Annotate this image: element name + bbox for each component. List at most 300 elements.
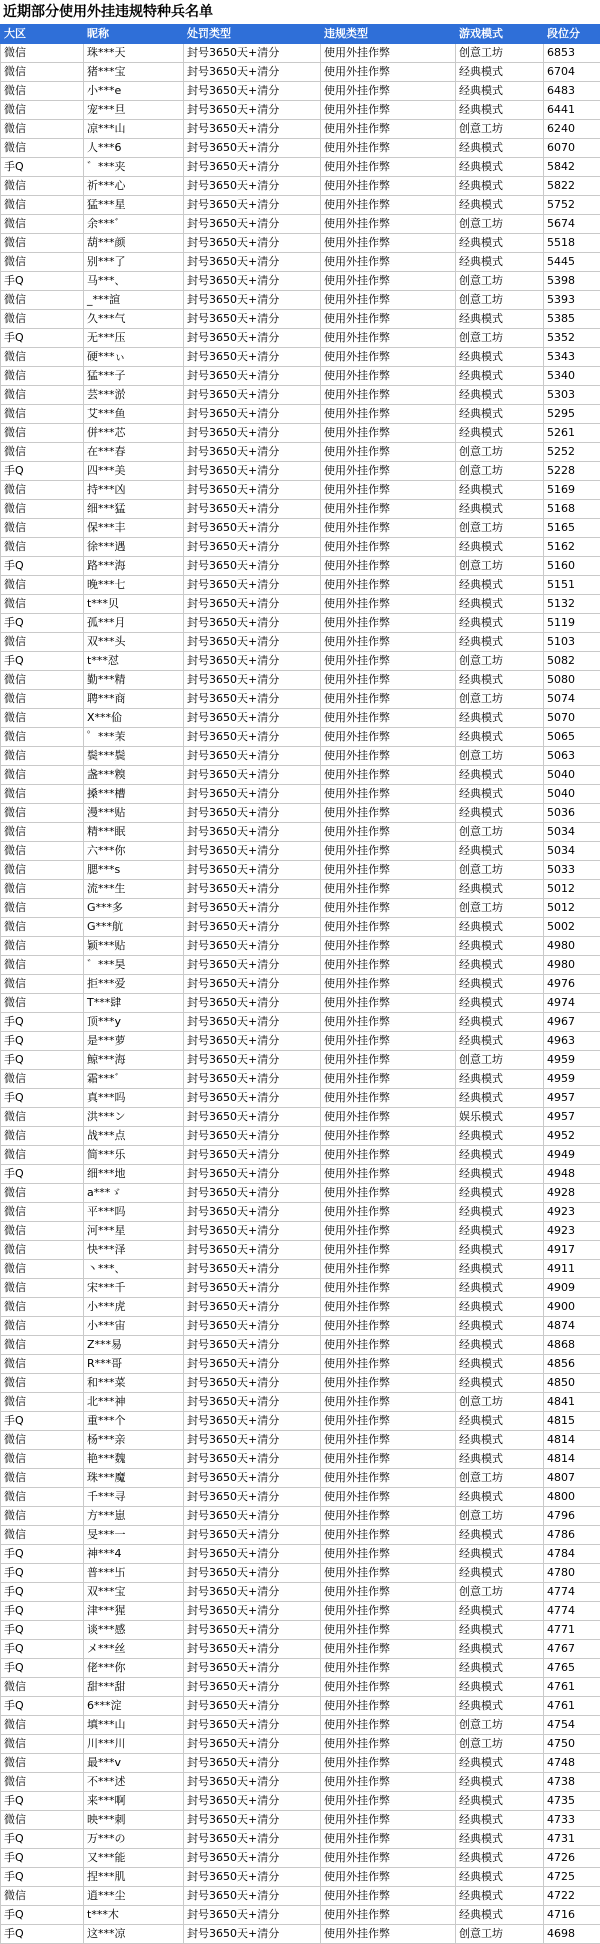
cell-nickname: t***怼: [84, 652, 184, 671]
cell-rank-score: 5040: [544, 785, 600, 804]
cell-game-mode: 创意工坊: [456, 215, 544, 234]
cell-region: 手Q: [1, 1659, 84, 1678]
cell-game-mode: 经典模式: [456, 1811, 544, 1830]
cell-penalty: 封号3650天+清分: [184, 1773, 321, 1792]
table-row: [1, 785, 600, 804]
cell-region: 微信: [1, 1279, 84, 1298]
cell-region: 手Q: [1, 1925, 84, 1944]
cell-game-mode: 经典模式: [456, 1621, 544, 1640]
cell-violation: 使用外挂作弊: [321, 1374, 456, 1393]
table-row: [1, 519, 600, 538]
cell-game-mode: 娱乐模式: [456, 1108, 544, 1127]
table-row: [1, 823, 600, 842]
table-row: [1, 1184, 600, 1203]
table-row: [1, 500, 600, 519]
cell-nickname: G***航: [84, 918, 184, 937]
table-row: [1, 1849, 600, 1868]
cell-nickname: 旻***一: [84, 1526, 184, 1545]
table-row: [1, 1507, 600, 1526]
cell-rank-score: 4952: [544, 1127, 600, 1146]
table-row: [1, 443, 600, 462]
cell-violation: 使用外挂作弊: [321, 1108, 456, 1127]
cell-violation: 使用外挂作弊: [321, 652, 456, 671]
table-row: [1, 1868, 600, 1887]
cell-game-mode: 经典模式: [456, 937, 544, 956]
cell-region: 手Q: [1, 329, 84, 348]
cell-rank-score: 5002: [544, 918, 600, 937]
cell-nickname: 宠***旦: [84, 101, 184, 120]
cell-region: 微信: [1, 1260, 84, 1279]
cell-penalty: 封号3650天+清分: [184, 956, 321, 975]
cell-region: 微信: [1, 424, 84, 443]
cell-game-mode: 经典模式: [456, 1070, 544, 1089]
cell-violation: 使用外挂作弊: [321, 1412, 456, 1431]
table-row: [1, 899, 600, 918]
cell-rank-score: 4733: [544, 1811, 600, 1830]
cell-nickname: 真***吗: [84, 1089, 184, 1108]
cell-game-mode: 经典模式: [456, 405, 544, 424]
cell-nickname: 佬***你: [84, 1659, 184, 1678]
cell-region: 微信: [1, 671, 84, 690]
cell-violation: 使用外挂作弊: [321, 1222, 456, 1241]
cell-game-mode: 经典模式: [456, 234, 544, 253]
table-row: [1, 348, 600, 367]
cell-game-mode: 创意工坊: [456, 899, 544, 918]
cell-region: 微信: [1, 1241, 84, 1260]
cell-rank-score: 5063: [544, 747, 600, 766]
table-row: [1, 804, 600, 823]
cell-rank-score: 4957: [544, 1089, 600, 1108]
cell-rank-score: 4909: [544, 1279, 600, 1298]
cell-rank-score: 5065: [544, 728, 600, 747]
cell-violation: 使用外挂作弊: [321, 1336, 456, 1355]
cell-violation: 使用外挂作弊: [321, 671, 456, 690]
cell-region: 微信: [1, 1222, 84, 1241]
cell-rank-score: 4948: [544, 1165, 600, 1184]
cell-nickname: 四***美: [84, 462, 184, 481]
cell-game-mode: 经典模式: [456, 196, 544, 215]
cell-game-mode: 创意工坊: [456, 291, 544, 310]
cell-rank-score: 4800: [544, 1488, 600, 1507]
table-row: [1, 462, 600, 481]
cell-penalty: 封号3650天+清分: [184, 310, 321, 329]
cell-rank-score: 4765: [544, 1659, 600, 1678]
cell-violation: 使用外挂作弊: [321, 1716, 456, 1735]
cell-violation: 使用外挂作弊: [321, 310, 456, 329]
cell-nickname: 猛***星: [84, 196, 184, 215]
cell-violation: 使用外挂作弊: [321, 1773, 456, 1792]
cell-region: 微信: [1, 766, 84, 785]
cell-violation: 使用外挂作弊: [321, 1184, 456, 1203]
cell-rank-score: 4748: [544, 1754, 600, 1773]
table-row: [1, 1089, 600, 1108]
cell-penalty: 封号3650天+清分: [184, 1374, 321, 1393]
cell-nickname: 祈***心: [84, 177, 184, 196]
cell-violation: 使用外挂作弊: [321, 823, 456, 842]
cell-penalty: 封号3650天+清分: [184, 1488, 321, 1507]
cell-game-mode: 经典模式: [456, 177, 544, 196]
cell-penalty: 封号3650天+清分: [184, 747, 321, 766]
cell-violation: 使用外挂作弊: [321, 747, 456, 766]
cell-region: 微信: [1, 1298, 84, 1317]
cell-nickname: 简***乐: [84, 1146, 184, 1165]
table-row: [1, 1298, 600, 1317]
cell-nickname: 六***你: [84, 842, 184, 861]
cell-game-mode: 经典模式: [456, 1336, 544, 1355]
cell-game-mode: 经典模式: [456, 1184, 544, 1203]
cell-nickname: 小***虎: [84, 1298, 184, 1317]
cell-nickname: Z***易: [84, 1336, 184, 1355]
cell-violation: 使用外挂作弊: [321, 1032, 456, 1051]
cell-rank-score: 4731: [544, 1830, 600, 1849]
cell-rank-score: 5352: [544, 329, 600, 348]
table-row: [1, 1431, 600, 1450]
cell-region: 微信: [1, 44, 84, 63]
cell-game-mode: 经典模式: [456, 386, 544, 405]
cell-nickname: 又***能: [84, 1849, 184, 1868]
cell-rank-score: 5012: [544, 899, 600, 918]
cell-violation: 使用外挂作弊: [321, 1678, 456, 1697]
cell-penalty: 封号3650天+清分: [184, 1051, 321, 1070]
cell-region: 微信: [1, 918, 84, 937]
cell-game-mode: 创意工坊: [456, 120, 544, 139]
cell-game-mode: 经典模式: [456, 1545, 544, 1564]
table-row: [1, 994, 600, 1013]
cell-game-mode: 经典模式: [456, 1697, 544, 1716]
cell-nickname: t***木: [84, 1906, 184, 1925]
cell-violation: 使用外挂作弊: [321, 899, 456, 918]
cell-rank-score: 6704: [544, 63, 600, 82]
cell-nickname: _***諠: [84, 291, 184, 310]
cell-nickname: 重***个: [84, 1412, 184, 1431]
table-row: [1, 158, 600, 177]
cell-penalty: 封号3650天+清分: [184, 196, 321, 215]
cell-region: 微信: [1, 785, 84, 804]
cell-violation: 使用外挂作弊: [321, 728, 456, 747]
cell-rank-score: 4754: [544, 1716, 600, 1735]
cell-penalty: 封号3650天+清分: [184, 1317, 321, 1336]
cell-nickname: 万***の: [84, 1830, 184, 1849]
cell-game-mode: 经典模式: [456, 367, 544, 386]
cell-rank-score: 5082: [544, 652, 600, 671]
cell-nickname: G***多: [84, 899, 184, 918]
cell-violation: 使用外挂作弊: [321, 690, 456, 709]
cell-violation: 使用外挂作弊: [321, 348, 456, 367]
cell-nickname: R***哥: [84, 1355, 184, 1374]
cell-penalty: 封号3650天+清分: [184, 215, 321, 234]
table-row: [1, 1146, 600, 1165]
cell-penalty: 封号3650天+清分: [184, 1184, 321, 1203]
cell-game-mode: 经典模式: [456, 139, 544, 158]
cell-game-mode: 经典模式: [456, 500, 544, 519]
cell-rank-score: 5228: [544, 462, 600, 481]
cell-rank-score: 5393: [544, 291, 600, 310]
table-row: [1, 1659, 600, 1678]
cell-violation: 使用外挂作弊: [321, 880, 456, 899]
cell-rank-score: 4767: [544, 1640, 600, 1659]
cell-region: 微信: [1, 1811, 84, 1830]
cell-penalty: 封号3650天+清分: [184, 462, 321, 481]
cell-rank-score: 4900: [544, 1298, 600, 1317]
cell-rank-score: 5040: [544, 766, 600, 785]
cell-nickname: メ***丝: [84, 1640, 184, 1659]
table-row: [1, 310, 600, 329]
cell-violation: 使用外挂作弊: [321, 1260, 456, 1279]
cell-rank-score: 6483: [544, 82, 600, 101]
cell-game-mode: 经典模式: [456, 994, 544, 1013]
table-row: [1, 1792, 600, 1811]
cell-game-mode: 经典模式: [456, 1450, 544, 1469]
cell-violation: 使用外挂作弊: [321, 842, 456, 861]
cell-violation: 使用外挂作弊: [321, 1621, 456, 1640]
cell-penalty: 封号3650天+清分: [184, 1640, 321, 1659]
cell-region: 手Q: [1, 614, 84, 633]
cell-game-mode: 经典模式: [456, 1032, 544, 1051]
cell-region: 微信: [1, 82, 84, 101]
table-row: [1, 1583, 600, 1602]
cell-game-mode: 经典模式: [456, 1013, 544, 1032]
cell-penalty: 封号3650天+清分: [184, 880, 321, 899]
cell-rank-score: 4814: [544, 1431, 600, 1450]
cell-rank-score: 5162: [544, 538, 600, 557]
cell-rank-score: 5074: [544, 690, 600, 709]
cell-region: 微信: [1, 576, 84, 595]
cell-game-mode: 经典模式: [456, 633, 544, 652]
cell-violation: 使用外挂作弊: [321, 918, 456, 937]
cell-violation: 使用外挂作弊: [321, 1165, 456, 1184]
cell-violation: 使用外挂作弊: [321, 481, 456, 500]
cell-rank-score: 5103: [544, 633, 600, 652]
cell-game-mode: 经典模式: [456, 1868, 544, 1887]
cell-rank-score: 5034: [544, 823, 600, 842]
cell-nickname: 双***宝: [84, 1583, 184, 1602]
cell-violation: 使用外挂作弊: [321, 1279, 456, 1298]
cell-violation: 使用外挂作弊: [321, 709, 456, 728]
cell-nickname: 余***゛: [84, 215, 184, 234]
cell-rank-score: 5252: [544, 443, 600, 462]
cell-game-mode: 经典模式: [456, 1526, 544, 1545]
cell-rank-score: 5445: [544, 253, 600, 272]
cell-violation: 使用外挂作弊: [321, 405, 456, 424]
cell-nickname: 填***山: [84, 1716, 184, 1735]
cell-rank-score: 4874: [544, 1317, 600, 1336]
cell-penalty: 封号3650天+清分: [184, 1222, 321, 1241]
cell-rank-score: 4786: [544, 1526, 600, 1545]
table-row: [1, 690, 600, 709]
table-row: [1, 937, 600, 956]
cell-nickname: 持***凶: [84, 481, 184, 500]
cell-penalty: 封号3650天+清分: [184, 1203, 321, 1222]
table-row: [1, 557, 600, 576]
cell-region: 手Q: [1, 1412, 84, 1431]
cell-rank-score: 4957: [544, 1108, 600, 1127]
cell-violation: 使用外挂作弊: [321, 1450, 456, 1469]
cell-region: 手Q: [1, 1868, 84, 1887]
cell-penalty: 封号3650天+清分: [184, 576, 321, 595]
cell-penalty: 封号3650天+清分: [184, 1108, 321, 1127]
cell-rank-score: 5160: [544, 557, 600, 576]
cell-nickname: 精***眠: [84, 823, 184, 842]
table-row: [1, 918, 600, 937]
cell-region: 手Q: [1, 1089, 84, 1108]
cell-violation: 使用外挂作弊: [321, 1317, 456, 1336]
cell-violation: 使用外挂作弊: [321, 1051, 456, 1070]
cell-game-mode: 经典模式: [456, 1298, 544, 1317]
cell-region: 微信: [1, 348, 84, 367]
cell-nickname: 杨***亲: [84, 1431, 184, 1450]
cell-penalty: 封号3650天+清分: [184, 1298, 321, 1317]
cell-region: 微信: [1, 253, 84, 272]
table-row: [1, 1906, 600, 1925]
cell-penalty: 封号3650天+清分: [184, 1146, 321, 1165]
cell-game-mode: 经典模式: [456, 1564, 544, 1583]
table-row: [1, 1450, 600, 1469]
cell-nickname: 猛***子: [84, 367, 184, 386]
cell-game-mode: 经典模式: [456, 1222, 544, 1241]
cell-rank-score: 5822: [544, 177, 600, 196]
cell-game-mode: 经典模式: [456, 595, 544, 614]
cell-rank-score: 4807: [544, 1469, 600, 1488]
cell-rank-score: 5036: [544, 804, 600, 823]
cell-rank-score: 5165: [544, 519, 600, 538]
cell-region: 手Q: [1, 1640, 84, 1659]
cell-game-mode: 创意工坊: [456, 1469, 544, 1488]
table-row: [1, 1165, 600, 1184]
cell-game-mode: 创意工坊: [456, 823, 544, 842]
cell-nickname: a***ゞ: [84, 1184, 184, 1203]
cell-region: 微信: [1, 899, 84, 918]
cell-violation: 使用外挂作弊: [321, 386, 456, 405]
cell-region: 手Q: [1, 1583, 84, 1602]
cell-game-mode: 经典模式: [456, 671, 544, 690]
cell-rank-score: 4980: [544, 956, 600, 975]
cell-rank-score: 6441: [544, 101, 600, 120]
column-header-penalty: 处罚类型: [184, 25, 321, 44]
cell-game-mode: 经典模式: [456, 576, 544, 595]
cell-penalty: 封号3650天+清分: [184, 1811, 321, 1830]
cell-rank-score: 4716: [544, 1906, 600, 1925]
cell-game-mode: 创意工坊: [456, 44, 544, 63]
cell-game-mode: 经典模式: [456, 1678, 544, 1697]
cell-violation: 使用外挂作弊: [321, 82, 456, 101]
cell-penalty: 封号3650天+清分: [184, 424, 321, 443]
table-row: [1, 766, 600, 785]
cell-penalty: 封号3650天+清分: [184, 1545, 321, 1564]
cell-nickname: 洪***ン: [84, 1108, 184, 1127]
cell-violation: 使用外挂作弊: [321, 462, 456, 481]
cell-region: 微信: [1, 234, 84, 253]
cell-game-mode: 经典模式: [456, 481, 544, 500]
table-row: [1, 1716, 600, 1735]
cell-region: 微信: [1, 842, 84, 861]
cell-rank-score: 5119: [544, 614, 600, 633]
cell-penalty: 封号3650天+清分: [184, 1792, 321, 1811]
cell-nickname: ゜***茉: [84, 728, 184, 747]
cell-game-mode: 创意工坊: [456, 557, 544, 576]
cell-rank-score: 5343: [544, 348, 600, 367]
cell-game-mode: 经典模式: [456, 1203, 544, 1222]
cell-penalty: 封号3650天+清分: [184, 253, 321, 272]
table-row: [1, 120, 600, 139]
cell-violation: 使用外挂作弊: [321, 633, 456, 652]
table-row: [1, 595, 600, 614]
cell-penalty: 封号3650天+清分: [184, 1659, 321, 1678]
cell-violation: 使用外挂作弊: [321, 1298, 456, 1317]
cell-nickname: 最***v: [84, 1754, 184, 1773]
cell-game-mode: 经典模式: [456, 1602, 544, 1621]
cell-game-mode: 经典模式: [456, 804, 544, 823]
cell-game-mode: 创意工坊: [456, 747, 544, 766]
cell-region: 微信: [1, 861, 84, 880]
cell-violation: 使用外挂作弊: [321, 1127, 456, 1146]
cell-violation: 使用外挂作弊: [321, 1887, 456, 1906]
cell-violation: 使用外挂作弊: [321, 538, 456, 557]
cell-rank-score: 4967: [544, 1013, 600, 1032]
cell-rank-score: 4726: [544, 1849, 600, 1868]
table-row: [1, 234, 600, 253]
cell-rank-score: 4868: [544, 1336, 600, 1355]
cell-penalty: 封号3650天+清分: [184, 1393, 321, 1412]
table-row: [1, 1678, 600, 1697]
cell-penalty: 封号3650天+清分: [184, 177, 321, 196]
cell-penalty: 封号3650天+清分: [184, 1431, 321, 1450]
cell-nickname: 普***卐: [84, 1564, 184, 1583]
table-header-row: [1, 25, 600, 44]
cell-violation: 使用外挂作弊: [321, 1469, 456, 1488]
table-row: [1, 1203, 600, 1222]
cell-rank-score: 4780: [544, 1564, 600, 1583]
cell-game-mode: 经典模式: [456, 1773, 544, 1792]
cell-rank-score: 4980: [544, 937, 600, 956]
cell-penalty: 封号3650天+清分: [184, 1070, 321, 1089]
cell-violation: 使用外挂作弊: [321, 956, 456, 975]
cell-penalty: 封号3650天+清分: [184, 367, 321, 386]
cell-region: 微信: [1, 804, 84, 823]
cell-nickname: 併***芯: [84, 424, 184, 443]
cell-game-mode: 创意工坊: [456, 1507, 544, 1526]
cell-nickname: 不***述: [84, 1773, 184, 1792]
cell-violation: 使用外挂作弊: [321, 766, 456, 785]
cell-rank-score: 6070: [544, 139, 600, 158]
cell-game-mode: 创意工坊: [456, 1925, 544, 1944]
cell-game-mode: 创意工坊: [456, 690, 544, 709]
cell-nickname: 双***头: [84, 633, 184, 652]
cell-region: 微信: [1, 1108, 84, 1127]
cell-rank-score: 4959: [544, 1070, 600, 1089]
table-row: [1, 1640, 600, 1659]
table-row: [1, 880, 600, 899]
cell-violation: 使用外挂作弊: [321, 1241, 456, 1260]
cell-game-mode: 经典模式: [456, 101, 544, 120]
table-row: [1, 1621, 600, 1640]
table-row: [1, 1735, 600, 1754]
cell-nickname: 颖***贴: [84, 937, 184, 956]
cell-region: 微信: [1, 1355, 84, 1374]
cell-penalty: 封号3650天+清分: [184, 728, 321, 747]
cell-nickname: 无***压: [84, 329, 184, 348]
cell-region: 手Q: [1, 1830, 84, 1849]
cell-region: 微信: [1, 500, 84, 519]
cell-game-mode: 经典模式: [456, 1279, 544, 1298]
cell-penalty: 封号3650天+清分: [184, 1754, 321, 1773]
cell-nickname: 艾***鱼: [84, 405, 184, 424]
table-row: [1, 196, 600, 215]
table-row: [1, 101, 600, 120]
cell-nickname: 硬***ぃ: [84, 348, 184, 367]
cell-region: 微信: [1, 1469, 84, 1488]
cell-nickname: 丶***、: [84, 1260, 184, 1279]
table-row: [1, 842, 600, 861]
